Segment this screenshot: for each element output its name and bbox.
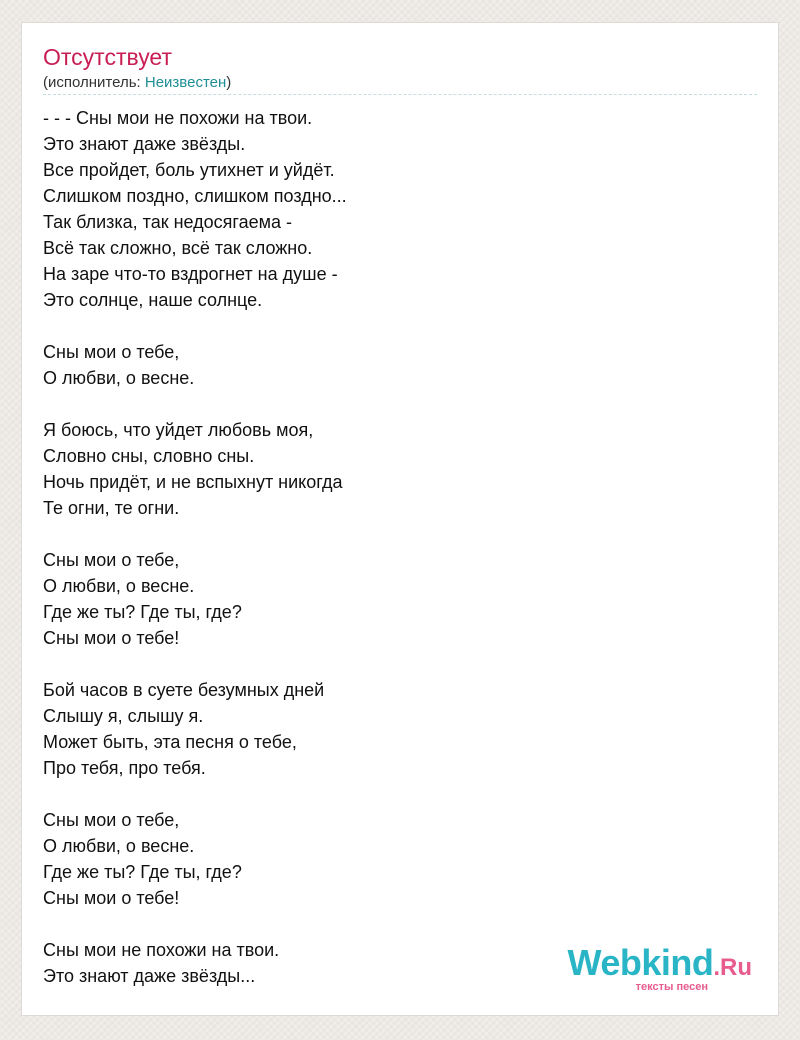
lyrics-stanza — [43, 547, 347, 651]
lyrics-line: Так близка, так недосягаема - — [43, 212, 292, 232]
lyrics-stanza — [43, 417, 347, 521]
logo-main-text: Webkind — [567, 942, 714, 983]
lyrics-line: Это знают даже звёзды. — [43, 134, 246, 154]
artist-prefix: (исполнитель: — [43, 74, 145, 91]
artist-link[interactable]: Неизвестен — [144, 74, 227, 91]
lyrics-line: На заре что-то вздрогнет на душе - — [43, 264, 338, 284]
title-divider — [43, 94, 757, 95]
lyrics-line: Сны мои о тебе, — [43, 810, 180, 830]
lyrics-line: Бой часов в суете безумных дней — [43, 680, 325, 700]
logo-tld-text: .Ru — [713, 954, 752, 981]
lyrics-line: Это солнце, наше солнце. — [43, 290, 263, 310]
lyrics-line: Сны мои о тебе, — [43, 342, 180, 362]
lyrics-stanza — [43, 677, 347, 781]
lyrics-stanza — [43, 937, 347, 989]
lyrics-line: - - - Сны мои не похожи на твои. — [43, 108, 313, 128]
lyrics-text — [43, 105, 347, 989]
lyrics-line: Сны мои о тебе! — [43, 888, 180, 908]
lyrics-line: Слышу я, слышу я. — [43, 706, 204, 726]
lyrics-line: О любви, о весне. — [43, 576, 195, 596]
lyrics-line: Сны мои о тебе, — [43, 550, 180, 570]
lyrics-line: Сны мои не похожи на твои. — [43, 940, 280, 960]
site-logo[interactable] — [552, 943, 752, 995]
lyrics-stanza — [43, 339, 347, 391]
lyrics-line: Я боюсь, что уйдет любовь моя, — [43, 420, 314, 440]
lyrics-line: Может быть, эта песня о тебе, — [43, 732, 297, 752]
lyrics-line: Где же ты? Где ты, где? — [43, 602, 242, 622]
lyrics-line: Про тебя, про тебя. — [43, 758, 206, 778]
lyrics-stanza — [43, 807, 347, 911]
lyrics-card — [21, 22, 779, 1016]
lyrics-line: Где же ты? Где ты, где? — [43, 862, 242, 882]
lyrics-stanza — [43, 105, 347, 313]
lyrics-line: Всё так сложно, всё так сложно. — [43, 238, 313, 258]
lyrics-line: Сны мои о тебе! — [43, 628, 180, 648]
logo-tagline: тексты песен — [635, 981, 708, 993]
lyrics-line: Слишком поздно, слишком поздно... — [43, 186, 347, 206]
lyrics-line: Ночь придёт, и не вспыхнут никогда — [43, 472, 343, 492]
artist-line — [43, 73, 231, 93]
lyrics-line: О любви, о весне. — [43, 836, 195, 856]
song-title: Отсутствует — [43, 44, 172, 70]
lyrics-line: Это знают даже звёзды... — [43, 966, 256, 986]
lyrics-line: О любви, о весне. — [43, 368, 195, 388]
artist-suffix: ) — [226, 74, 232, 91]
lyrics-line: Все пройдет, боль утихнет и уйдёт. — [43, 160, 335, 180]
lyrics-line: Словно сны, словно сны. — [43, 446, 255, 466]
lyrics-line: Те огни, те огни. — [43, 498, 180, 518]
